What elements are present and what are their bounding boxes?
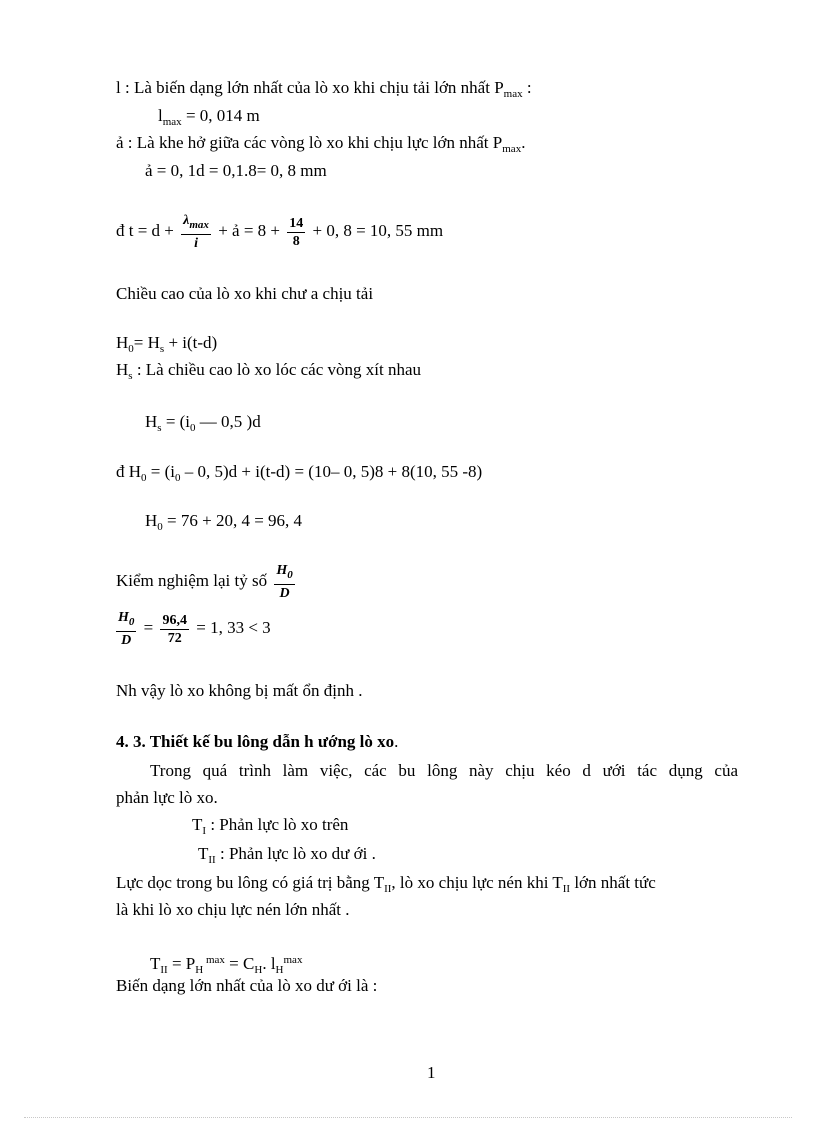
line-gap-value: ả = 0, 1d = 0,1.8= 0, 8 mm [145,161,327,180]
line-hs-formula: $H_s = (i_0$ — 0,5 )d [145,412,261,434]
line-deformation-lower: Biến dạng lớn nhất của lò xo dư ới là : [116,976,378,995]
paragraph-line-3: Lực dọc trong bu lông có giá trị bằng $T_{II}$, lò xo chịu lực nén khi $T_{II}$ lớn nhất tức [116,873,656,895]
line-ratio-check: Kiểm nghiệm lại tỷ số $\frac{H_0}{D}$ [116,563,293,601]
line-ratio-result: $\frac{H_0}{D}$ = $\frac{96,4}{72}$ = 1, 33 < 3 [118,610,271,648]
section-heading-4-3: 4. 3. Thiết kế bu lông dẫn h ướng lò xo. [116,732,399,751]
line-h0-result: $H_0 = 76 + 20$, 4 = 96, 4 [145,511,303,533]
line-t1-def: $T_I$ : Phản lực lò xo trên [192,815,349,837]
paragraph-line-2: phản lực lò xo. [116,788,218,807]
page-number: 1 [427,1063,436,1082]
fraction-h0-over-d: $\frac{H_0}{D}$ [276,563,293,601]
line-gap-def: ả : Là khe hở giữa các vòng lò xo khi chịu lực lớn nhất $P_{max}$. [116,133,526,155]
line-stability-conclusion: Nh vậy lò xo không bị mất ổn định . [116,681,363,700]
line-deformation-def: l : Là biến dạng lớn nhất của lò xo khi chịu tải lớn nhất $P_{max}$ : [116,78,532,100]
line-lmax-value: $l_{max} = 0$, 014 m [158,106,260,128]
line-t2-def: $T_{II}$ : Phản lực lò xo dư ới . [198,844,376,866]
fraction-14-over-8: $\frac{14}{8}$ [289,215,304,249]
line-hs-def: $H_s$ : Là chiều cao lò xo lóc các vòng xít nhau [116,360,421,382]
paragraph-line-1: Trong quá trình làm việc, các bu lông này chịu kéo d ưới tác dụng của [150,761,738,780]
page-bottom-divider [24,1117,792,1118]
fraction-h0-over-d-2: $\frac{H_0}{D}$ [118,610,135,648]
line-pitch-formula: đ t = d + $\frac{\lambda_{max}}{i}$ + ả = 8 + $\frac{14}{8}$ + 0, 8 = 10, 55 mm [116,213,444,251]
line-h0-formula: $H_0= H_s + i(t-d)$ [116,333,218,355]
fraction-lambda-over-i: $\frac{\lambda_{max}}{i}$ [183,213,209,251]
line-h0-calc: đ $H_0 = (i_0 - 0$, 5)d + i(t-d) = (10– 0, 5)8 + 8(10, 55 -8) [116,462,483,484]
paragraph-line-4: là khi lò xo chịu lực nén lớn nhất . [116,900,350,919]
line-t2-formula: $T_{II} = P_H$ $^{max} = C_H$. $l_H^{max}$ [150,954,303,976]
fraction-96-over-72: $\frac{96,4}{72}$ [162,612,187,646]
line-height-heading: Chiều cao của lò xo khi chư a chịu tải [116,284,374,303]
